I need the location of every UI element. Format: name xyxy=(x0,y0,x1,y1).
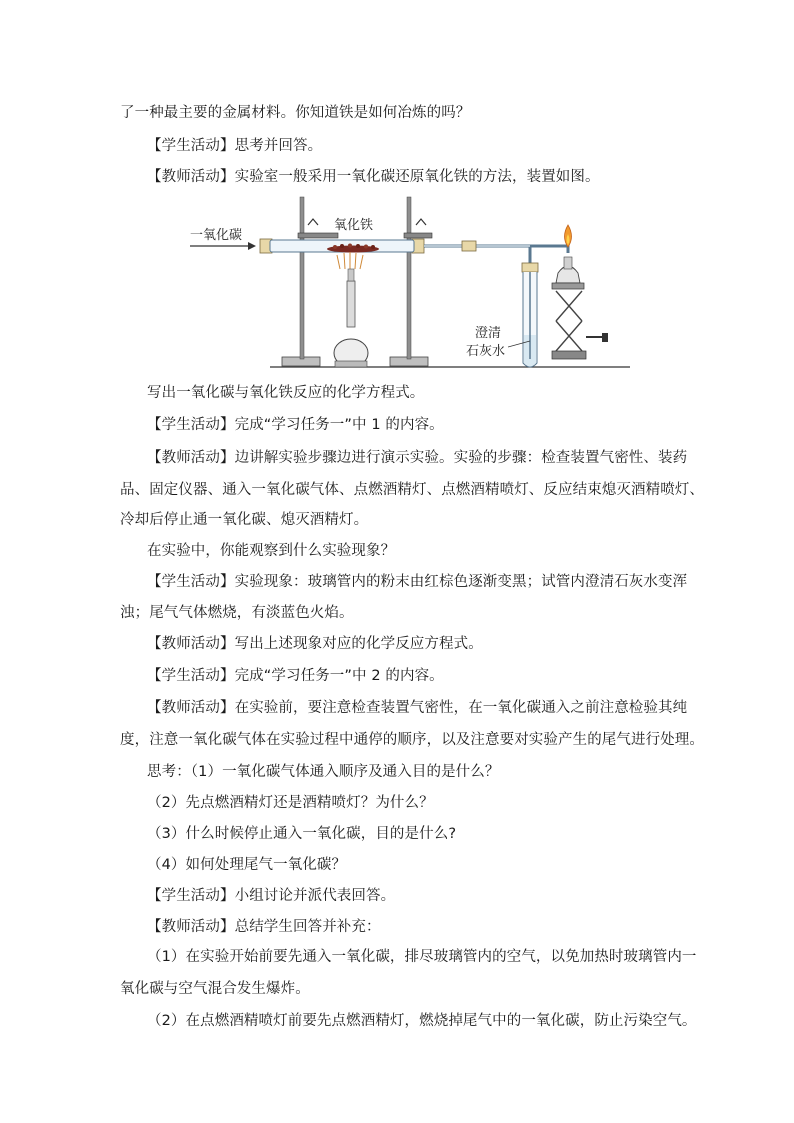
paragraph-text: 在实验中，你能观察到什么实验现象？ xyxy=(147,543,396,559)
paragraph-text: （3）什么时候停止通入一氧化碳，目的是什么? xyxy=(147,826,457,842)
paragraph-text: 思考：（1）一氧化碳气体通入顺序及通入目的是什么？ xyxy=(147,764,500,780)
paragraph-text: 品、固定仪器、通入一氧化碳气体、点燃酒精灯、点燃酒精喷灯、反应结束熄灭酒精喷灯、 xyxy=(120,482,704,498)
paragraph-text: 浊；尾气气体燃烧，有淡蓝色火焰。 xyxy=(120,605,354,621)
paragraph-text: 度，注意一氧化碳气体在实验过程中通停的顺序，以及注意要对实验产生的尾气进行处理。 xyxy=(120,732,704,748)
paragraph-text: 【教师活动】在实验前，要注意检查装置气密性，在一氧化碳通入之前注意检验其纯 xyxy=(147,700,688,716)
paragraph-text: 氧化碳与空气混合发生爆炸。 xyxy=(120,981,310,997)
paragraph-text: 【教师活动】写出上述现象对应的化学反应方程式。 xyxy=(147,636,483,652)
paragraph-text: （4）如何处理尾气一氧化碳？ xyxy=(147,857,347,873)
label-limewater-line2: 石灰水 xyxy=(466,344,506,359)
alcohol-lamp xyxy=(334,252,368,367)
paragraph-text: （2）先点燃酒精灯还是酒精喷灯？为什么？ xyxy=(147,795,434,811)
label-iron-oxide: 氧化铁 xyxy=(334,218,374,233)
paragraph-text: （1）在实验开始前要先通入一氧化碳，排尽玻璃管内的空气，以免加热时玻璃管内一 xyxy=(147,949,697,965)
paragraph-text: 【学生活动】思考并回答。 xyxy=(147,138,323,154)
paragraph-text: 【学生活动】完成“学习任务一”中 1 的内容。 xyxy=(147,417,444,433)
iron-stand-left xyxy=(282,197,338,366)
paragraph-text: 冷却后停止通一氧化碳、熄灭酒精灯。 xyxy=(120,512,369,528)
label-limewater-line1: 澄清 xyxy=(475,326,502,341)
rubber-connector xyxy=(462,241,476,251)
paragraph-text: （2）在点燃酒精喷灯前要先点燃酒精灯，燃烧掉尾气中的一氧化碳，防止污染空气。 xyxy=(147,1013,697,1029)
paragraph-text: 了一种最主要的金属材料。你知道铁是如何冶炼的吗？ xyxy=(120,105,471,121)
iron-stand-right xyxy=(390,197,432,366)
co-inlet-arrow xyxy=(190,242,256,250)
paragraph-text: 【教师活动】实验室一般采用一氧化碳还原氧化铁的方法，装置如图。 xyxy=(147,169,600,185)
paragraph-text: 【学生活动】小组讨论并派代表回答。 xyxy=(147,888,396,904)
experiment-apparatus-figure xyxy=(190,195,630,375)
limewater-test-tube xyxy=(522,263,538,367)
gas-outlet-tube xyxy=(424,246,568,265)
paragraph-text: 写出一氧化碳与氧化铁反应的化学方程式。 xyxy=(147,385,425,401)
paragraph-text: 【学生活动】实验现象：玻璃管内的粉末由红棕色逐渐变黑；试管内澄清石灰水变浑 xyxy=(147,574,688,590)
label-carbon-monoxide: 一氧化碳 xyxy=(190,228,243,243)
paragraph-text: 【学生活动】完成“学习任务一”中 2 的内容。 xyxy=(147,668,444,684)
paragraph-text: 【教师活动】总结学生回答并补充： xyxy=(147,919,381,935)
paragraph-text: 【教师活动】边讲解实验步骤边进行演示实验。实验的步骤：检查装置气密性、装药 xyxy=(147,450,688,466)
